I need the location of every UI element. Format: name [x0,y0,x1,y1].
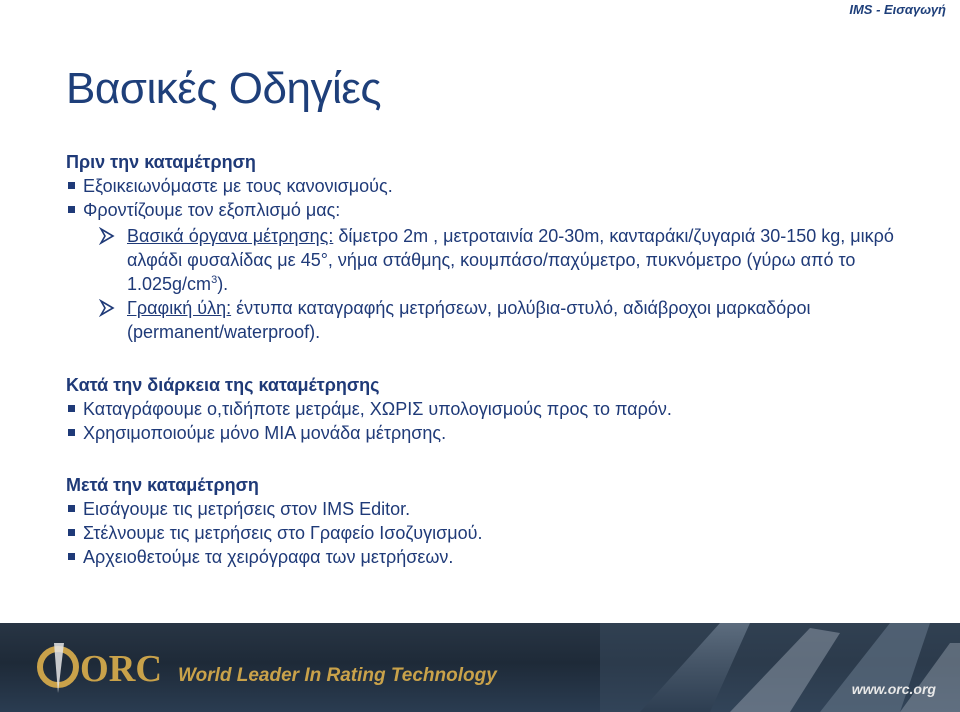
list-item-text: Στέλνουμε τις μετρήσεις στο Γραφείο Ισοζυγισμού. [83,523,483,543]
list-item [66,421,936,445]
list-during [66,397,936,445]
list-item [66,521,936,545]
footer-url: www.orc.org [851,681,936,697]
sublist-item-instruments [66,224,936,296]
list-item-text: Καταγράφουμε ο,τιδήποτε μετράμε, ΧΩΡΙΣ υπολογισμούς προς το παρόν. [83,399,672,419]
instruments-end: ). [217,274,229,294]
list-item [66,545,936,569]
sublist-equipment [66,224,936,344]
arrow-bullet-icon [98,227,116,245]
list-after [66,497,936,569]
footer-banner [0,623,960,712]
logo-text: ORC [80,648,162,690]
section-heading-during: Κατά την διάρκεια της καταμέτρησης [66,375,380,395]
list-item [66,198,936,222]
sails-background-image [600,623,960,712]
list-item-text: Αρχειοθετούμε τα χειρόγραφα των μετρήσεων. [83,547,454,567]
section-heading-after: Μετά την καταμέτρηση [66,475,259,495]
list-before [66,174,936,222]
list-item-text: Εισάγουμε τις μετρήσεις στον IMS Editor. [83,499,411,519]
sublist-item-stationery [66,296,936,344]
header-tag: IMS - Εισαγωγή [849,2,946,17]
instruments-label: Βασικά όργανα μέτρησης: [127,226,334,246]
list-item-text: Φροντίζουμε τον εξοπλισμό μας: [83,200,341,220]
section-heading-before: Πριν την καταμέτρηση [66,152,256,172]
orc-logo [36,637,166,697]
list-item [66,497,936,521]
list-item-text: Εξοικειωνόμαστε με τους κανονισμούς. [83,176,393,196]
footer-slogan: World Leader In Rating Technology [178,665,497,686]
list-item-text: Χρησιμοποιούμε μόνο ΜΙΑ μονάδα μέτρησης. [83,423,447,443]
page-title: Βασικές Οδηγίες [66,64,382,113]
arrow-bullet-icon [98,299,116,317]
list-item [66,174,936,198]
slide-content [66,150,936,569]
list-item [66,397,936,421]
stationery-text: έντυπα καταγραφής μετρήσεων, μολύβια-στυλό, αδιάβροχοι μαρκαδόροι (permanent/waterproof). [127,298,811,342]
stationery-label: Γραφική ύλη: [127,298,232,318]
instruments-text: δίμετρο 2m , μετροταινία 20-30m, κανταράκι/ζυγαριά 30-150 kg, μικρό αλφάδι φυσαλίδας με 45°, νήμα στάθμης, κουμπάσο/παχύμετρο, πυκνόμετρο (γύρω από το 1.025g/cm [127,226,894,294]
superscript: 3 [211,274,218,286]
